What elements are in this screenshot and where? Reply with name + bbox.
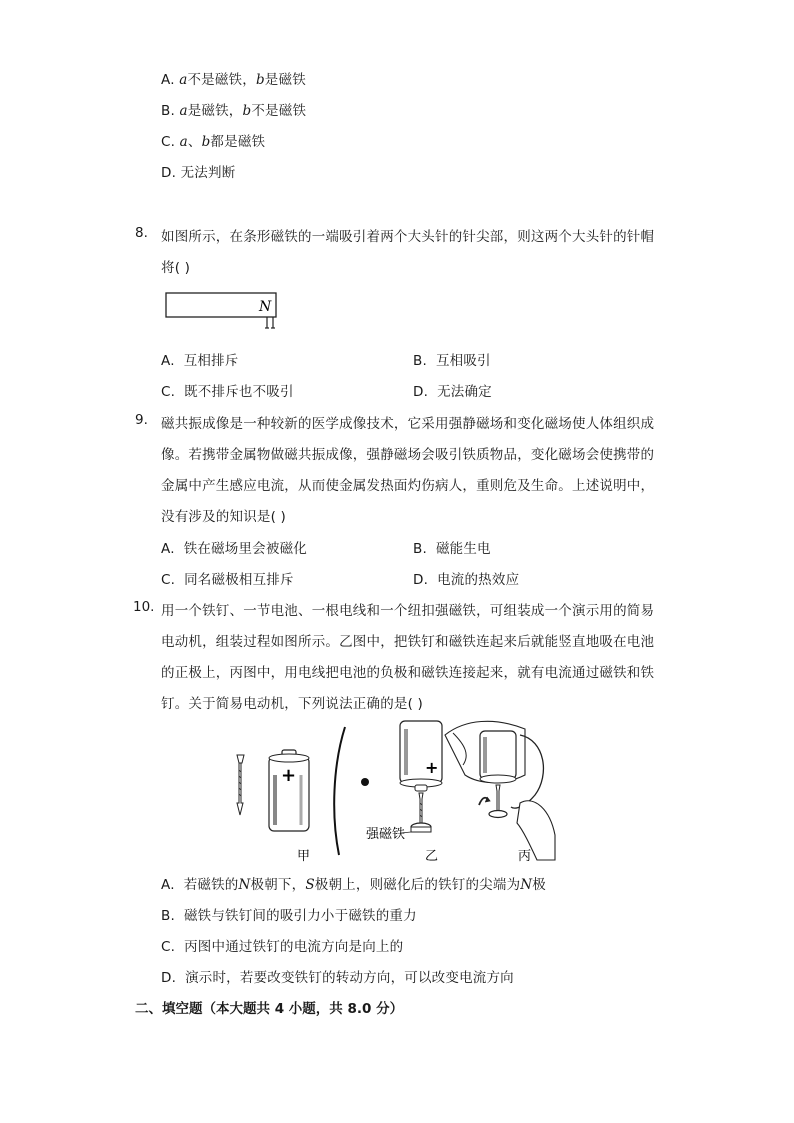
figure-label-bing: 丙 [518,849,532,864]
plus-sign-yi: + [425,758,439,777]
q8-option-a: A. 互相排斥 [161,353,239,369]
q10-option-a: A. 若磁铁的N极朝下，S极朝上，则磁化后的铁钉的尖端为N极 [161,877,546,893]
q9-option-d: D. 电流的热效应 [413,572,520,588]
button-magnet-dot [361,778,369,786]
q9-option-b: B. 磁能生电 [413,541,491,557]
q9-option-a: A. 铁在磁场里会被磁化 [161,541,307,557]
q9-number: 9. [135,412,148,428]
bar-magnet-figure [165,292,285,332]
magnet-n-label: N [259,299,272,315]
q10-option-b: B. 磁铁与铁钉间的吸引力小于磁铁的重力 [161,908,417,924]
q7-option-a: A. a不是磁铁，b是磁铁 [161,72,306,88]
q9-stem-line1: 磁共振成像是一种较新的医学成像技术，它采用强静磁场和变化磁场使人体组织成 [161,416,655,432]
q8-stem-line1: 如图所示，在条形磁铁的一端吸引着两个大头针的针尖部，则这两个大头针的针帽 [161,229,655,245]
battery-jia [269,750,309,831]
q8-option-b: B. 互相吸引 [413,353,491,369]
q7-option-c: C. a、b都是磁铁 [161,134,266,150]
q10-option-d: D. 演示时，若要改变铁钉的转动方向，可以改变电流方向 [161,970,514,986]
section-heading-fill-in: 二、填空题（本大题共 4 小题，共 8.0 分） [135,1001,404,1017]
nail-jia [237,755,244,815]
q7-option-d: D. 无法判断 [161,165,236,181]
q10-stem-line4: 钉。关于简易电动机，下列说法正确的是( ) [161,696,424,712]
q9-option-c: C. 同名磁极相互排斥 [161,572,294,588]
figure-label-jia: 甲 [297,849,311,864]
motor-assembly-figure [225,715,565,865]
q10-stem-line2: 电动机，组装过程如图所示。乙图中，把铁钉和磁铁连起来后就能竖直地吸在电池 [161,634,655,650]
q10-option-c: C. 丙图中通过铁钉的电流方向是向上的 [161,939,404,955]
figure-label-yi: 乙 [425,849,439,864]
battery-bing [445,721,555,860]
q10-number: 10. [133,599,155,615]
q9-stem-line4: 没有涉及的知识是( ) [161,509,287,525]
plus-sign-jia: + [281,765,297,786]
figure-magnet-label: 强磁铁 [366,827,406,842]
q8-option-c: C. 既不排斥也不吸引 [161,384,294,400]
var-b: b [255,72,265,88]
var-a: a [179,72,188,88]
battery-yi [400,721,442,833]
q9-stem-line2: 像。若携带金属物做磁共振成像，强静磁场会吸引铁质物品，变化磁场会使携带的 [161,447,655,463]
wire-curve [334,727,345,855]
q8-option-d: D. 无法确定 [413,384,492,400]
q8-stem-line2: 将( ) [161,260,191,276]
q8-number: 8. [135,225,148,241]
q9-stem-line3: 金属中产生感应电流，从而使金属发热面灼伤病人，重则危及生命。上述说明中， [161,478,655,494]
q10-stem-line3: 的正极上，丙图中，用电线把电池的负极和磁铁连接起来，就有电流通过磁铁和铁 [161,665,655,681]
q7-option-b: B. a是磁铁，b不是磁铁 [161,103,307,119]
q10-stem-line1: 用一个铁钉、一节电池、一根电线和一个纽扣强磁铁，可组装成一个演示用的简易 [161,603,655,619]
